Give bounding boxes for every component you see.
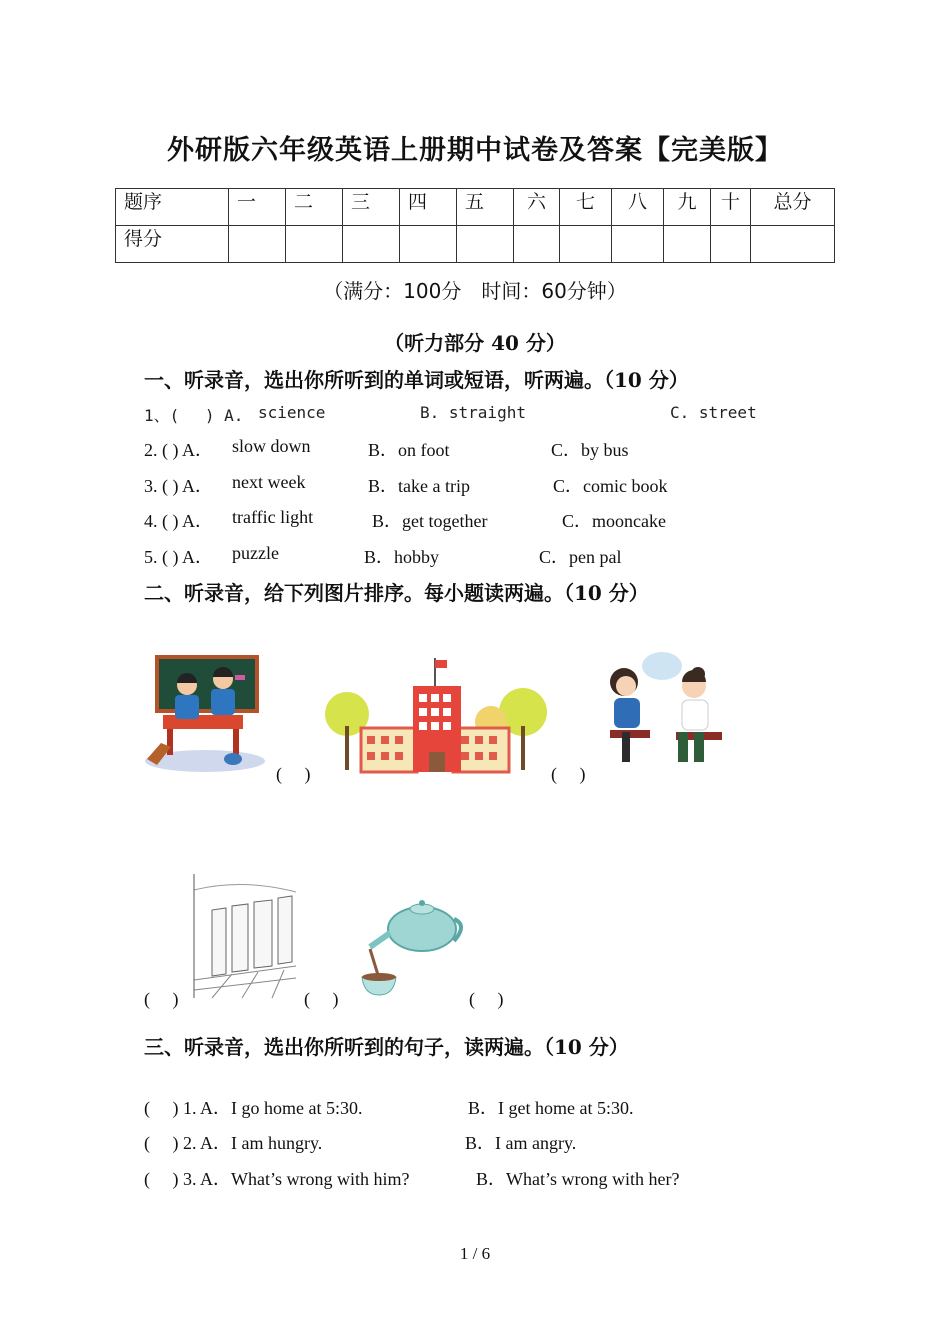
school-building-picture <box>323 656 548 776</box>
table-cell: 三 <box>343 189 400 226</box>
score-cell[interactable] <box>560 226 612 263</box>
q5-option-c: C．pen pal <box>539 547 622 567</box>
s3-q3-option-b: B．What’s wrong with her? <box>476 1169 680 1189</box>
section1-heading: 一、听录音，选出你所听到的单词或短语，听两遍。（10 分） <box>144 368 689 392</box>
page-title: 外研版六年级英语上册期中试卷及答案【完美版】 <box>167 135 783 166</box>
table-cell: 七 <box>560 189 612 226</box>
table-cell: 六 <box>514 189 560 226</box>
q2-option-b: B．on foot <box>368 440 450 460</box>
table-cell: 八 <box>612 189 664 226</box>
classroom-cleaning-picture <box>143 655 273 775</box>
table-cell: 题序 <box>116 189 229 226</box>
q2-option-a: slow down <box>232 436 311 456</box>
score-table-header-row <box>116 189 835 226</box>
score-cell[interactable] <box>664 226 711 263</box>
teapot-picture <box>358 895 466 1000</box>
score-cell[interactable] <box>612 226 664 263</box>
exam-meta: （满分：100分 时间：60分钟） <box>323 279 627 303</box>
q4-option-b: B．get together <box>372 511 488 531</box>
table-cell: 九 <box>664 189 711 226</box>
s3-q2-option-a: ( ) 2. A．I am hungry. <box>144 1133 323 1153</box>
answer-blank-4[interactable]: ( ) <box>304 989 339 1009</box>
score-table <box>115 188 835 263</box>
q4-option-c: C．mooncake <box>562 511 666 531</box>
section2-heading: 二、听录音，给下列图片排序。每小题读两遍。（10 分） <box>144 581 649 605</box>
q1-option-c: C. street <box>670 403 757 422</box>
q3-number: 3. ( ) A． <box>144 476 213 496</box>
score-cell[interactable] <box>343 226 400 263</box>
score-cell[interactable] <box>514 226 560 263</box>
answer-blank-5[interactable]: ( ) <box>469 989 504 1009</box>
score-table-score-row <box>116 226 835 263</box>
page-number: 1 / 6 <box>459 1244 491 1263</box>
q4-number: 4. ( ) A． <box>144 511 213 531</box>
table-cell: 二 <box>286 189 343 226</box>
s3-q2-option-b: B．I am angry. <box>465 1133 577 1153</box>
q5-number: 5. ( ) A． <box>144 547 213 567</box>
listening-title: （听力部分 40 分） <box>384 331 566 355</box>
q3-option-b: B．take a trip <box>368 476 470 496</box>
score-cell[interactable] <box>711 226 751 263</box>
q3-option-a: next week <box>232 472 306 492</box>
s3-q3-option-a: ( ) 3. A．What’s wrong with him? <box>144 1169 410 1189</box>
restroom-picture <box>192 870 302 1000</box>
table-cell: 四 <box>400 189 457 226</box>
q5-option-a: puzzle <box>232 543 279 563</box>
q2-number: 2. ( ) A． <box>144 440 213 460</box>
q1-option-b: B. straight <box>420 403 526 422</box>
score-cell[interactable] <box>229 226 286 263</box>
score-cell[interactable] <box>751 226 835 263</box>
answer-blank-1[interactable]: ( ) <box>276 764 311 784</box>
q1-number: 1、( ) A. <box>144 406 244 425</box>
table-cell: 得分 <box>116 226 229 263</box>
q4-option-a: traffic light <box>232 507 314 527</box>
table-cell: 五 <box>457 189 514 226</box>
table-cell: 总分 <box>751 189 835 226</box>
q5-option-b: B．hobby <box>364 547 440 567</box>
answer-blank-2[interactable]: ( ) <box>551 764 586 784</box>
girls-chatting-picture <box>602 646 727 774</box>
section3-heading: 三、听录音，选出你所听到的句子，读两遍。（10 分） <box>144 1035 629 1059</box>
score-cell[interactable] <box>400 226 457 263</box>
s3-q1-option-b: B．I get home at 5:30. <box>468 1098 634 1118</box>
q1-option-a: science <box>258 403 326 422</box>
table-cell: 一 <box>229 189 286 226</box>
s3-q1-option-a: ( ) 1. A．I go home at 5:30. <box>144 1098 363 1118</box>
q3-option-c: C．comic book <box>553 476 668 496</box>
q2-option-c: C．by bus <box>551 440 629 460</box>
table-cell: 十 <box>711 189 751 226</box>
score-cell[interactable] <box>286 226 343 263</box>
score-cell[interactable] <box>457 226 514 263</box>
answer-blank-3[interactable]: ( ) <box>144 989 179 1009</box>
